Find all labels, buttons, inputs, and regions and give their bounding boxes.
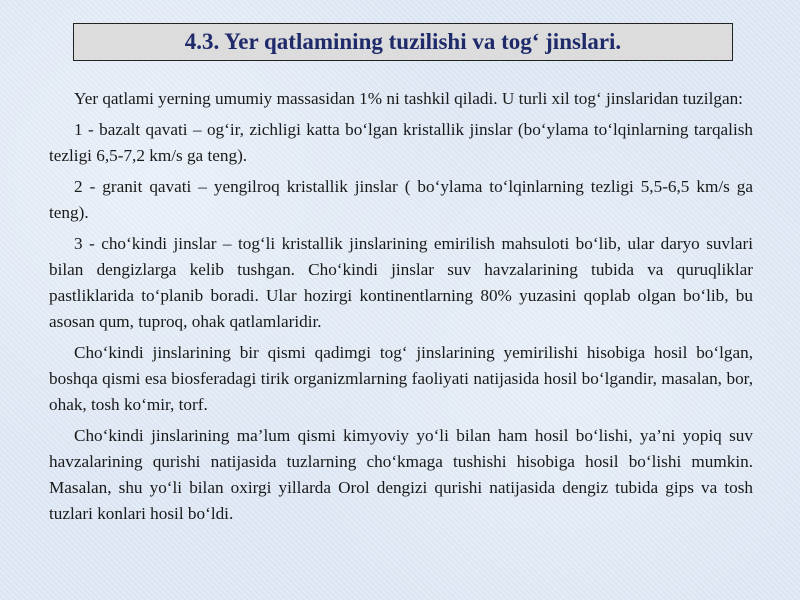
paragraph-basalt-layer: 1 - bazalt qavati – og‘ir, zichligi katta bo‘lgan kristallik jinslar (bo‘ylama to‘lqinlarning tarqalish tezligi 6,5-7,2 km/s ga teng).: [49, 120, 753, 165]
paragraph-sedimentary-layer: 3 - cho‘kindi jinslar – tog‘li kristallik jinslarining emirilish mahsuloti bo‘lib, ular daryo suvlari bilan dengizlarga kelib tushgan. Cho‘kindi jinslar suv havzalarining tubida va quruqliklar pastliklarida to‘planib boradi. Ular hozirgi kontinentlarning 80% yuzasini qoplab olgan bo‘lib, bu asosan qum, tuproq, ohak qatlamlaridir.: [49, 234, 753, 331]
title-box: [73, 23, 733, 61]
slide-title: 4.3. Yer qatlamining tuzilishi va tog‘ jinslari.: [184, 29, 622, 54]
slide-body: [49, 86, 753, 532]
paragraph-intro: Yer qatlami yerning umumiy massasidan 1% ni tashkil qiladi. U turli xil tog‘ jinslaridan tuzilgan:: [74, 89, 743, 108]
paragraph-sedimentary-origin: Cho‘kindi jinslarining bir qismi qadimgi tog‘ jinslarining yemirilishi hisobiga hosil bo‘lgan, boshqa qismi esa biosferadagi tirik organizmlarning faoliyati natijasida hosil bo‘lgandir, masalan, bor, ohak, tosh ko‘mir, torf.: [49, 343, 753, 414]
paragraph-chemical-origin: Cho‘kindi jinslarining ma’lum qismi kimyoviy yo‘li bilan ham hosil bo‘lishi, ya’ni yopiq suv havzalarining qurishi natijasida tuzlarning cho‘kmaga tushishi hisobiga hosil bo‘lishi mumkin. Masalan, shu yo‘li bilan oxirgi yillarda Orol dengizi qurishi natijasida dengiz tubida gips va tosh tuzlari konlari hosil bo‘ldi.: [49, 426, 753, 523]
paragraph-granite-layer: 2 - granit qavati – yengilroq kristallik jinslar ( bo‘ylama to‘lqinlarning tezligi 5,5-6,5 km/s ga teng).: [49, 177, 753, 222]
